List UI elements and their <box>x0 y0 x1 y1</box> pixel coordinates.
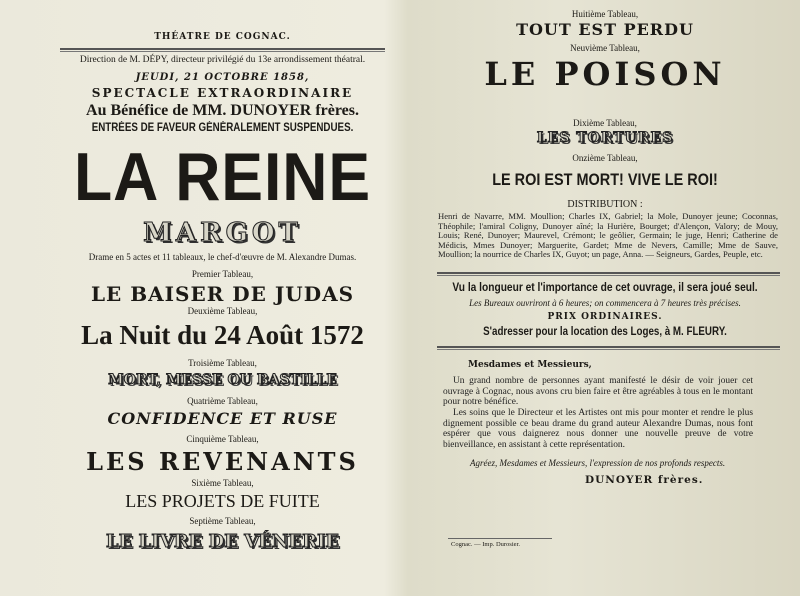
divider <box>437 346 780 350</box>
tableau-number: Onzième Tableau, <box>572 153 638 163</box>
bureaux-line: Les Bureaux ouvriront à 6 heures; on commencera à 7 heures très précises. <box>469 298 741 308</box>
letter-paragraph: Les soins que le Directeur et les Artistes ont mis pour monter et rendre le plus dignement possible ce beau drame du grand auteur Alexandre Dumas, nous font espérer que vous daignerez nous donner une nouvelle preuve de votre bienveillance, en assistant à cette représentation. <box>443 408 753 450</box>
letter-paragraph: Un grand nombre de personnes ayant manifesté le désir de voir jouer cet ouvrage à Cognac, nous avons cru bien faire et être agréables à tous en le montant pour notre bénéfice. <box>443 376 753 407</box>
tableau-number: Huitième Tableau, <box>571 9 639 19</box>
tableau-number: Quatrième Tableau, <box>187 396 258 406</box>
signature: DUNOYER frères. <box>585 474 704 486</box>
direction-line: Direction de M. DÉPY, directeur privilégié du 13e arrondissement théatral. <box>79 55 366 65</box>
play-title: LA REINE <box>73 139 372 215</box>
benefice-line: Au Bénéfice de MM. DUNOYER frères. <box>86 102 359 119</box>
tableau-title: LE BAISER DE JUDAS <box>90 282 355 306</box>
tableau-title: MORT, MESSE OU BASTILLE <box>108 372 337 388</box>
tableau-title: LES PROJETS DE FUITE <box>125 491 320 511</box>
spectacle-line: SPECTACLE EXTRAORDINAIRE <box>91 86 354 100</box>
tableau-title: La Nuit du 24 Août 1572 <box>81 320 364 350</box>
salutation: Mesdames et Messieurs, <box>468 360 592 370</box>
tableau-number: Deuxième Tableau, <box>187 306 258 316</box>
notice-line: Vu la longueur et l'importance de cet ouvrage, il sera joué seul. <box>452 280 758 294</box>
distribution-title: DISTRIBUTION : <box>567 199 643 210</box>
tableau-number: Premier Tableau, <box>191 269 254 279</box>
tableau-title: CONFIDENCE ET RUSE <box>107 409 338 428</box>
tableau-title: LE POISON <box>484 55 726 93</box>
distribution-list: Henri de Navarre, MM. Moullion; Charles IX, Gabriel; la Mole, Dunoyer jeune; Coconnas, Théophile; l'amiral Coligny, Dunoyer aîné; la Hurière, Bourget; d'Alençon, Valory; de Mouy, Louis; René, Dunoyer; Maurevel, Crémont; le geôlier, Germain; le juge, Henri; Catherine de Médicis, Mmes Dunoyer; Marguerite, Gardet; Mme de Nevers, Camille; Mme de Sauve, Moullion; la nourrice de Charles IX, Guyot; un page, Anna. — Seigneurs, Gardes, Peuple, etc. <box>438 211 778 260</box>
date-line: JEUDI, 21 OCTOBRE 1858, <box>135 72 310 83</box>
tableau-number: Neuvième Tableau, <box>570 43 640 53</box>
tableau-title: LES TORTURES <box>536 130 674 146</box>
divider <box>448 538 552 539</box>
theatre-name: THÉATRE DE COGNAC. <box>154 32 291 42</box>
tableau-number: Dixième Tableau, <box>573 118 637 128</box>
play-subtitle: MARGOT <box>143 218 302 248</box>
tableau-number: Sixième Tableau, <box>191 478 254 488</box>
entrees-line: ENTRÉES DE FAVEUR GÉNÉRALEMENT SUSPENDUES. <box>91 122 354 134</box>
tableau-title: LE ROI EST MORT! VIVE LE ROI! <box>492 170 718 189</box>
divider <box>437 272 780 276</box>
tableau-title: LES REVENANTS <box>86 447 359 476</box>
tableau-number: Septième Tableau, <box>189 516 256 526</box>
drame-line: Drame en 5 actes et 11 tableaux, le chef-d'œuvre de M. Alexandre Dumas. <box>88 252 357 262</box>
imprint: Cognac. — Imp. Durosier. <box>451 541 520 548</box>
tableau-title: TOUT EST PERDU <box>516 20 694 39</box>
closing-line: Agréez, Mesdames et Messieurs, l'expression de nos profonds respects. <box>470 458 726 468</box>
location-line: S'adresser pour la location des Loges, à M. FLEURY. <box>483 326 727 338</box>
divider <box>60 48 385 52</box>
tableau-title: LE LIVRE DE VÉNERIE <box>105 531 340 552</box>
tableau-number: Troisième Tableau, <box>188 358 257 368</box>
prix-line: PRIX ORDINAIRES. <box>547 312 663 322</box>
tableau-number: Cinquième Tableau, <box>186 434 259 444</box>
